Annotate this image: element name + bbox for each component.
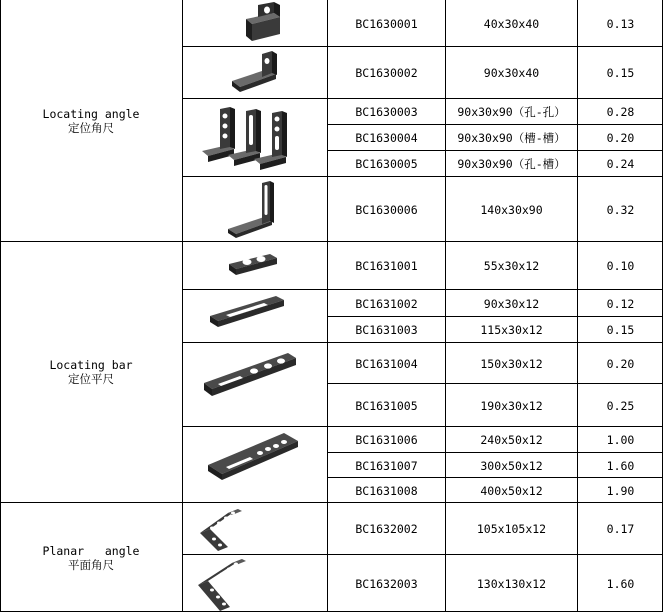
row-divider	[327, 98, 663, 99]
product-code-cell: BC1631004	[355, 356, 418, 371]
dimension-cell: 150x30x12	[480, 356, 543, 371]
column-divider	[182, 0, 183, 612]
image-divider	[182, 502, 328, 503]
row-divider	[327, 241, 663, 242]
category-divider	[0, 502, 183, 503]
row-divider	[327, 554, 663, 555]
image-divider	[182, 241, 328, 242]
dimension-cell: 140x30x90	[480, 202, 543, 217]
weight-cell: 0.10	[606, 259, 635, 273]
product-code-cell: BC1631008	[355, 483, 418, 498]
product-image	[184, 242, 327, 289]
category-label-en: Planar angle	[42, 543, 140, 558]
weight-cell: 0.20	[606, 356, 635, 371]
product-code-cell: BC1631001	[355, 259, 418, 273]
dimension-cell: 90x30x90（槽-槽）	[457, 131, 566, 145]
category-label-en: Locating angle	[42, 106, 140, 121]
row-divider	[327, 477, 663, 478]
product-code-cell: BC1631005	[355, 398, 418, 413]
product-image	[184, 290, 327, 342]
weight-cell: 0.13	[606, 16, 635, 31]
dimension-cell: 130x130x12	[476, 576, 547, 591]
column-divider	[0, 0, 1, 612]
weight-cell: 0.32	[606, 202, 635, 217]
product-image	[184, 427, 327, 502]
product-code-cell: BC1632003	[355, 576, 418, 591]
row-divider	[327, 150, 663, 151]
dimension-cell: 90x30x90（孔-槽）	[457, 157, 566, 171]
weight-cell: 1.60	[606, 576, 635, 591]
row-divider	[327, 383, 663, 384]
image-divider	[182, 342, 328, 343]
image-divider	[182, 98, 328, 99]
product-code-cell: BC1631003	[355, 323, 418, 337]
weight-cell: 0.20	[606, 131, 635, 145]
row-divider	[327, 176, 663, 177]
weight-cell: 0.24	[606, 157, 635, 171]
category-cell-planar-angle	[0, 503, 182, 612]
column-divider	[327, 0, 328, 612]
dimension-cell: 90x30x90（孔-孔）	[457, 105, 566, 119]
category-label-cn: 定位平尺	[68, 372, 114, 386]
weight-cell: 0.25	[606, 398, 635, 413]
weight-cell: 0.15	[606, 66, 635, 80]
category-divider	[0, 241, 183, 242]
product-image	[184, 555, 327, 612]
weight-cell: 0.28	[606, 105, 635, 119]
image-divider	[182, 176, 328, 177]
category-cell-locating-bar	[0, 242, 182, 502]
dimension-cell: 40x30x40	[483, 16, 540, 31]
row-divider	[327, 452, 663, 453]
image-divider	[182, 46, 328, 47]
row-divider	[327, 502, 663, 503]
dimension-cell: 90x30x12	[483, 296, 540, 311]
product-code-cell: BC1631002	[355, 296, 418, 311]
weight-cell: 0.12	[606, 296, 635, 311]
product-image	[184, 47, 327, 98]
dimension-cell: 400x50x12	[480, 483, 543, 498]
dimension-cell: 300x50x12	[480, 458, 543, 473]
product-image	[184, 503, 327, 554]
category-label-en: Locating bar	[49, 358, 133, 372]
row-divider	[327, 426, 663, 427]
dimension-cell: 105x105x12	[476, 522, 547, 536]
category-label-cn: 定位角尺	[68, 120, 114, 135]
image-divider	[182, 426, 328, 427]
dimension-cell: 55x30x12	[483, 259, 540, 273]
row-divider	[327, 124, 663, 125]
product-code-cell: BC1630005	[355, 157, 418, 171]
dimension-cell: 190x30x12	[480, 398, 543, 413]
weight-cell: 0.17	[606, 522, 635, 536]
column-divider	[577, 0, 578, 612]
product-code-cell: BC1631007	[355, 458, 418, 473]
row-divider	[327, 316, 663, 317]
image-divider	[182, 289, 328, 290]
row-divider	[327, 289, 663, 290]
product-image	[184, 99, 327, 176]
product-code-cell: BC1630003	[355, 105, 418, 119]
dimension-cell: 90x30x40	[483, 66, 540, 80]
row-divider	[327, 342, 663, 343]
product-image	[184, 177, 327, 241]
weight-cell: 1.00	[606, 433, 635, 447]
image-divider	[182, 554, 328, 555]
product-code-cell: BC1630004	[355, 131, 418, 145]
product-code-cell: BC1630002	[355, 66, 418, 80]
dimension-cell: 115x30x12	[480, 323, 543, 337]
product-code-cell: BC1631006	[355, 433, 418, 447]
category-cell-locating-angle	[0, 0, 182, 241]
weight-cell: 1.90	[606, 483, 635, 498]
product-code-cell: BC1632002	[355, 522, 418, 536]
product-code-cell: BC1630006	[355, 202, 418, 217]
category-label-cn: 平面角尺	[68, 557, 114, 572]
weight-cell: 1.60	[606, 458, 635, 473]
dimension-cell: 240x50x12	[480, 433, 543, 447]
column-divider	[445, 0, 446, 612]
weight-cell: 0.15	[606, 323, 635, 337]
product-code-cell: BC1630001	[355, 16, 418, 31]
product-image	[184, 0, 327, 46]
product-image	[184, 343, 327, 426]
row-divider	[327, 46, 663, 47]
